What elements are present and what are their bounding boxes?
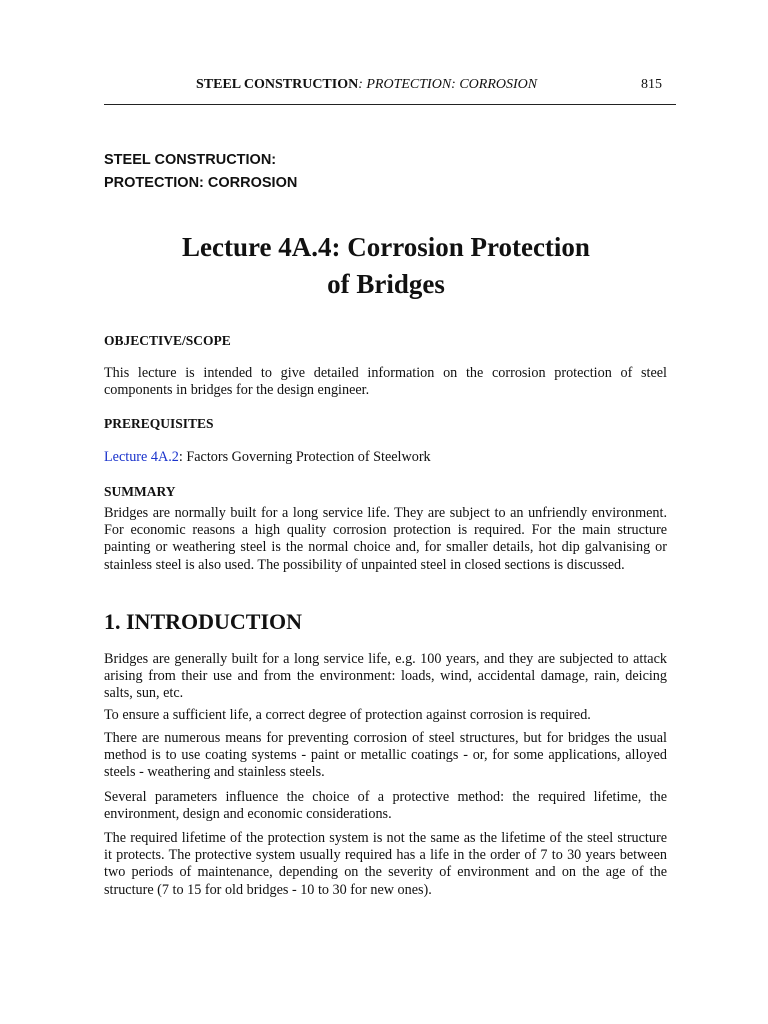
running-header-subtitle: : PROTECTION: CORROSION [358,77,538,92]
running-header-title: STEEL CONSTRUCTION [196,77,359,92]
objective-text: This lecture is intended to give detailed information on the corrosion protection of steel components in bridges for the design engineer. [104,365,667,399]
summary-text: Bridges are normally built for a long service life. They are subject to an unfriendly environment. For economic reasons a high quality corrosion protection is required. For the main structure painting or weathering steel is the normal choice and, for smaller details, hot dip galvanising or stainless steel is also used. The possibility of unpainted steel in closed sections is discussed. [104,505,667,573]
course-heading-line1: STEEL CONSTRUCTION: [104,152,277,168]
prerequisites-heading: PREREQUISITES [104,416,214,431]
intro-paragraph-2: To ensure a sufficient life, a correct degree of protection against corrosion is required. [104,707,591,723]
intro-paragraph-1: Bridges are generally built for a long service life, e.g. 100 years, and they are subjected to attack arising from their use and from the environment: loads, wind, accidental damage, rain, deicing salts, sun, etc. [104,651,667,702]
lecture-title [104,229,668,303]
objective-heading: OBJECTIVE/SCOPE [104,333,231,348]
summary-heading: SUMMARY [104,484,176,499]
prerequisite-description: : Factors Governing Protection of Steelwork [178,449,431,465]
intro-paragraph-5: The required lifetime of the protection system is not the same as the lifetime of the steel structure it protects. The protective system usually required has a life in the order of 7 to 30 years between two periods of maintenance, depending on the severity of environment and on the age of the structure (7 to 15 for old bridges - 10 to 30 for new ones). [104,830,667,898]
lecture-title-line2: of Bridges [327,269,445,299]
prerequisites-text [104,449,667,466]
course-heading-line2: PROTECTION: CORROSION [104,175,298,191]
introduction-heading: 1. INTRODUCTION [104,609,303,634]
intro-paragraph-4: Several parameters influence the choice of a protective method: the required lifetime, the environment, design and economic considerations. [104,789,667,823]
prerequisite-link[interactable]: Lecture 4A.2 [104,449,179,465]
lecture-title-line1: Lecture 4A.4: Corrosion Protection [182,232,590,262]
intro-paragraph-3: There are numerous means for preventing corrosion of steel structures, but for bridges the usual method is to use coating systems - paint or metallic coatings - or, for some applications, alloyed steels - weathering and stainless steels. [104,730,667,781]
page-number: 815 [641,77,662,92]
course-heading [104,149,297,195]
header-rule [104,104,676,105]
